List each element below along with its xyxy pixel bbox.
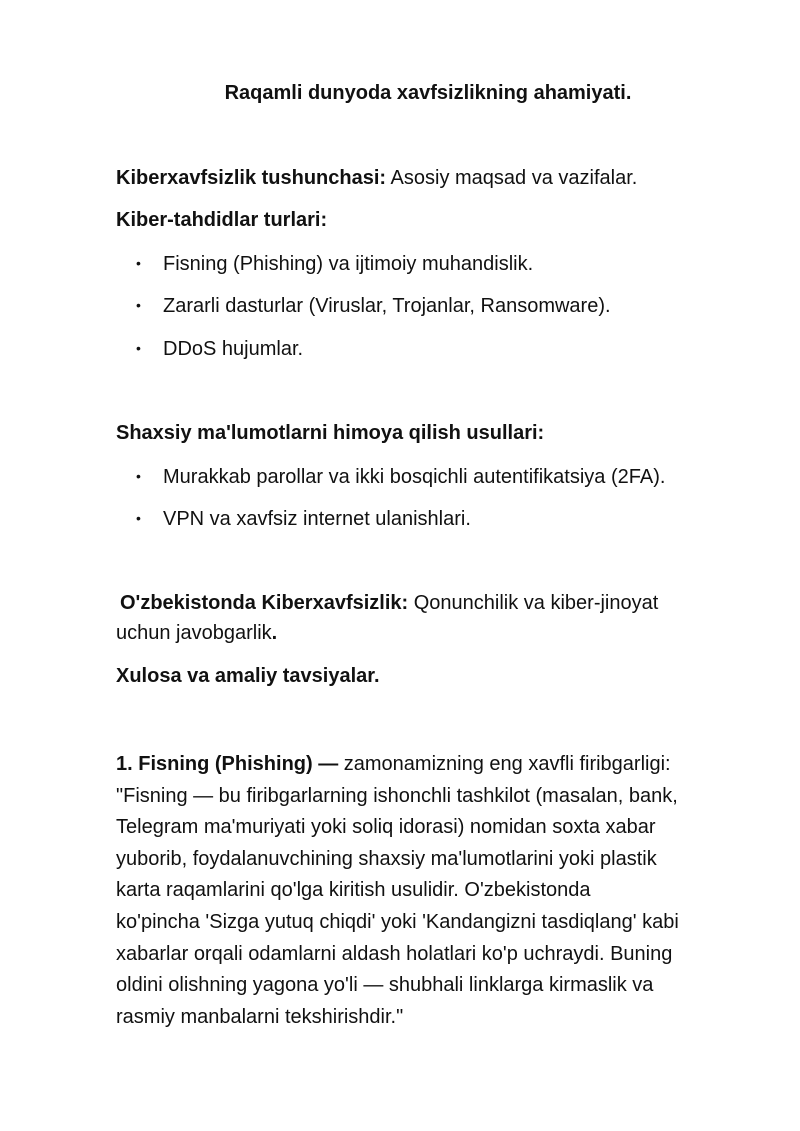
protection-label: Shaxsiy ma'lumotlarni himoya qilish usullari: — [116, 422, 545, 444]
phishing-intro: zamonamizning eng xavfli firibgarligi: — [338, 753, 671, 775]
paragraph-line: yuborib, foydalanuvchining shaxsiy ma'lumotlarini yoki plastik — [116, 847, 657, 870]
uzbekistan-line-2 — [116, 618, 277, 648]
protection-heading — [116, 418, 544, 448]
paragraph-line: ko'pincha 'Sizga yutuq chiqdi' yoki 'Kandangizni tasdiqlang' kabi — [116, 910, 679, 933]
list-item: • Zararli dasturlar (Viruslar, Trojanlar, Ransomware). — [136, 290, 611, 321]
concept-line — [116, 163, 637, 193]
paragraph-line: rasmiy manbalarni tekshirishdir." — [116, 1005, 404, 1028]
bullet-icon: • — [136, 510, 141, 526]
conclusion-label: Xulosa va amaliy tavsiyalar. — [116, 665, 380, 687]
paragraph-line: "Fisning — bu firibgarlarning ishonchli tashkilot (masalan, bank, — [116, 784, 678, 807]
uzbekistan-text-1: Qonunchilik va kiber-jinoyat — [408, 592, 659, 614]
bullet-icon: • — [136, 255, 141, 271]
uzbekistan-line-1 — [120, 588, 658, 618]
paragraph-line: karta raqamlarini qo'lga kiritish usulidir. O'zbekistonda — [116, 879, 591, 902]
concept-text: Asosiy maqsad va vazifalar. — [386, 167, 638, 189]
paragraph-line: oldini olishning yagona yo'li — shubhali linklarga kirmaslik va — [116, 974, 654, 997]
paragraph-line: xabarlar orqali odamlarni aldash holatlari ko'p uchraydi. Buning — [116, 942, 673, 965]
bullet-icon: • — [136, 468, 141, 484]
uzbekistan-period: . — [271, 622, 278, 644]
phishing-first-line — [116, 749, 756, 781]
threats-heading — [116, 205, 327, 235]
list-item: • VPN va xavfsiz internet ulanishlari. — [136, 503, 471, 534]
uzbekistan-text-2: uchun javobgarlik — [116, 622, 272, 644]
concept-label: Kiberxavfsizlik tushunchasi: — [116, 167, 387, 189]
phishing-paragraph — [116, 749, 756, 1033]
bullet-icon: • — [136, 340, 141, 356]
threats-label: Kiber-tahdidlar turlari: — [116, 209, 328, 231]
paragraph-line: Telegram ma'muriyati yoki soliq idorasi) nomidan soxta xabar — [116, 816, 656, 839]
phishing-heading: 1. Fisning (Phishing) — — [116, 753, 339, 775]
list-item: • Fisning (Phishing) va ijtimoiy muhandislik. — [136, 248, 533, 279]
list-item: • Murakkab parollar va ikki bosqichli autentifikatsiya (2FA). — [136, 461, 665, 492]
bullet-icon: • — [136, 297, 141, 313]
uzbekistan-label: O'zbekistonda Kiberxavfsizlik: — [120, 592, 409, 614]
conclusion-heading — [116, 661, 380, 691]
document-title: Raqamli dunyoda xavfsizlikning ahamiyati. — [224, 82, 632, 104]
list-item: • DDoS hujumlar. — [136, 333, 303, 364]
